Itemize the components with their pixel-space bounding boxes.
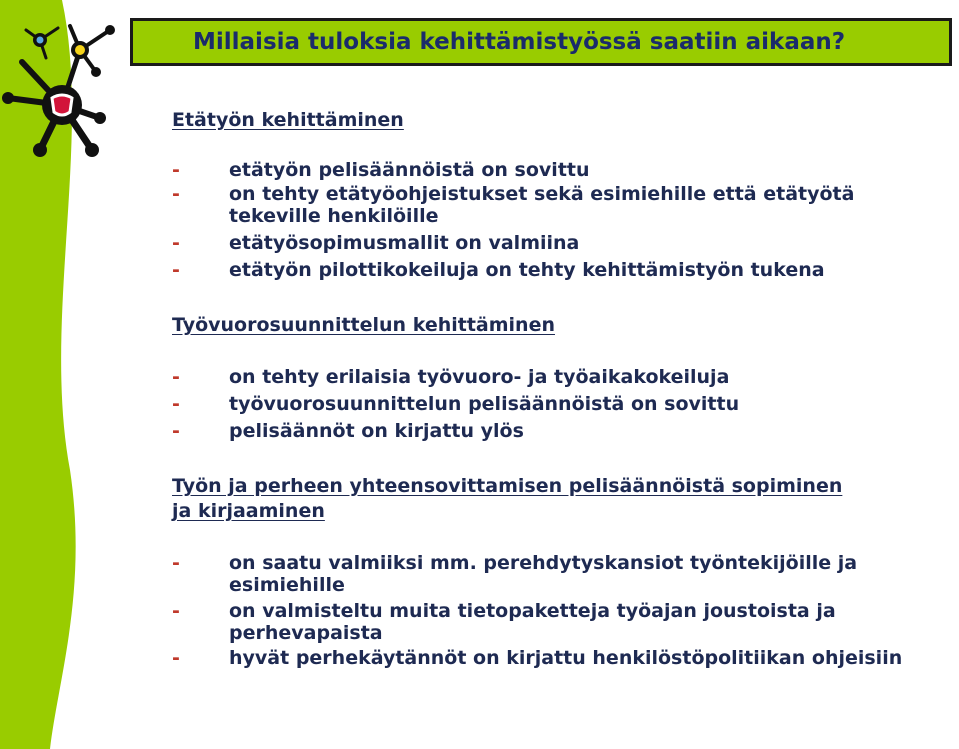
list-dash: - xyxy=(172,420,180,442)
list-dash: - xyxy=(172,183,180,205)
list-item xyxy=(172,393,942,415)
list-item xyxy=(172,420,942,442)
list-item-text: työvuorosuunnittelun pelisäännöistä on sovittu xyxy=(229,393,740,415)
list-dash: - xyxy=(172,600,180,622)
section-heading-work-family: Työn ja perheen yhteensovittamisen pelisäännöistä sopiminen ja kirjaaminen xyxy=(172,475,843,522)
title-banner xyxy=(130,18,952,66)
list-item-text: on tehty etätyöohjeistukset sekä esimiehille että etätyötä tekeville henkilöille xyxy=(229,183,855,227)
list-dash: - xyxy=(172,552,180,574)
list-item xyxy=(172,232,942,254)
list-dash: - xyxy=(172,366,180,388)
section-heading-remote-work: Etätyön kehittäminen xyxy=(172,109,404,131)
list-dash: - xyxy=(172,159,180,181)
list-item xyxy=(172,259,942,281)
list-item-text: hyvät perhekäytännöt on kirjattu henkilöstöpolitiikan ohjeisiin xyxy=(229,647,903,669)
list-item xyxy=(172,366,942,388)
list-item xyxy=(172,647,942,669)
section-heading-shift-planning: Työvuorosuunnittelun kehittäminen xyxy=(172,314,555,336)
list-dash: - xyxy=(172,393,180,415)
list-item-text: etätyön pelisäännöistä on sovittu xyxy=(229,159,590,181)
list-item-text: etätyön pilottikokeiluja on tehty kehittämistyön tukena xyxy=(229,259,825,281)
list-item-text: pelisäännöt on kirjattu ylös xyxy=(229,420,524,442)
list-item-text: etätyösopimusmallit on valmiina xyxy=(229,232,580,254)
list-item xyxy=(172,552,942,596)
list-item-text: on valmisteltu muita tietopaketteja työajan joustoista ja perhevapaista xyxy=(229,600,836,644)
figure-logo-icon xyxy=(0,0,130,170)
list-dash: - xyxy=(172,259,180,281)
list-item xyxy=(172,159,942,181)
page-title: Millaisia tuloksia kehittämistyössä saatiin aikaan? xyxy=(193,29,846,55)
list-item xyxy=(172,183,942,227)
list-dash: - xyxy=(172,647,180,669)
list-item xyxy=(172,600,942,644)
list-item-text: on tehty erilaisia työvuoro- ja työaikakokeiluja xyxy=(229,366,730,388)
list-item-text: on saatu valmiiksi mm. perehdytyskansiot työntekijöille ja esimiehille xyxy=(229,552,858,596)
list-dash: - xyxy=(172,232,180,254)
